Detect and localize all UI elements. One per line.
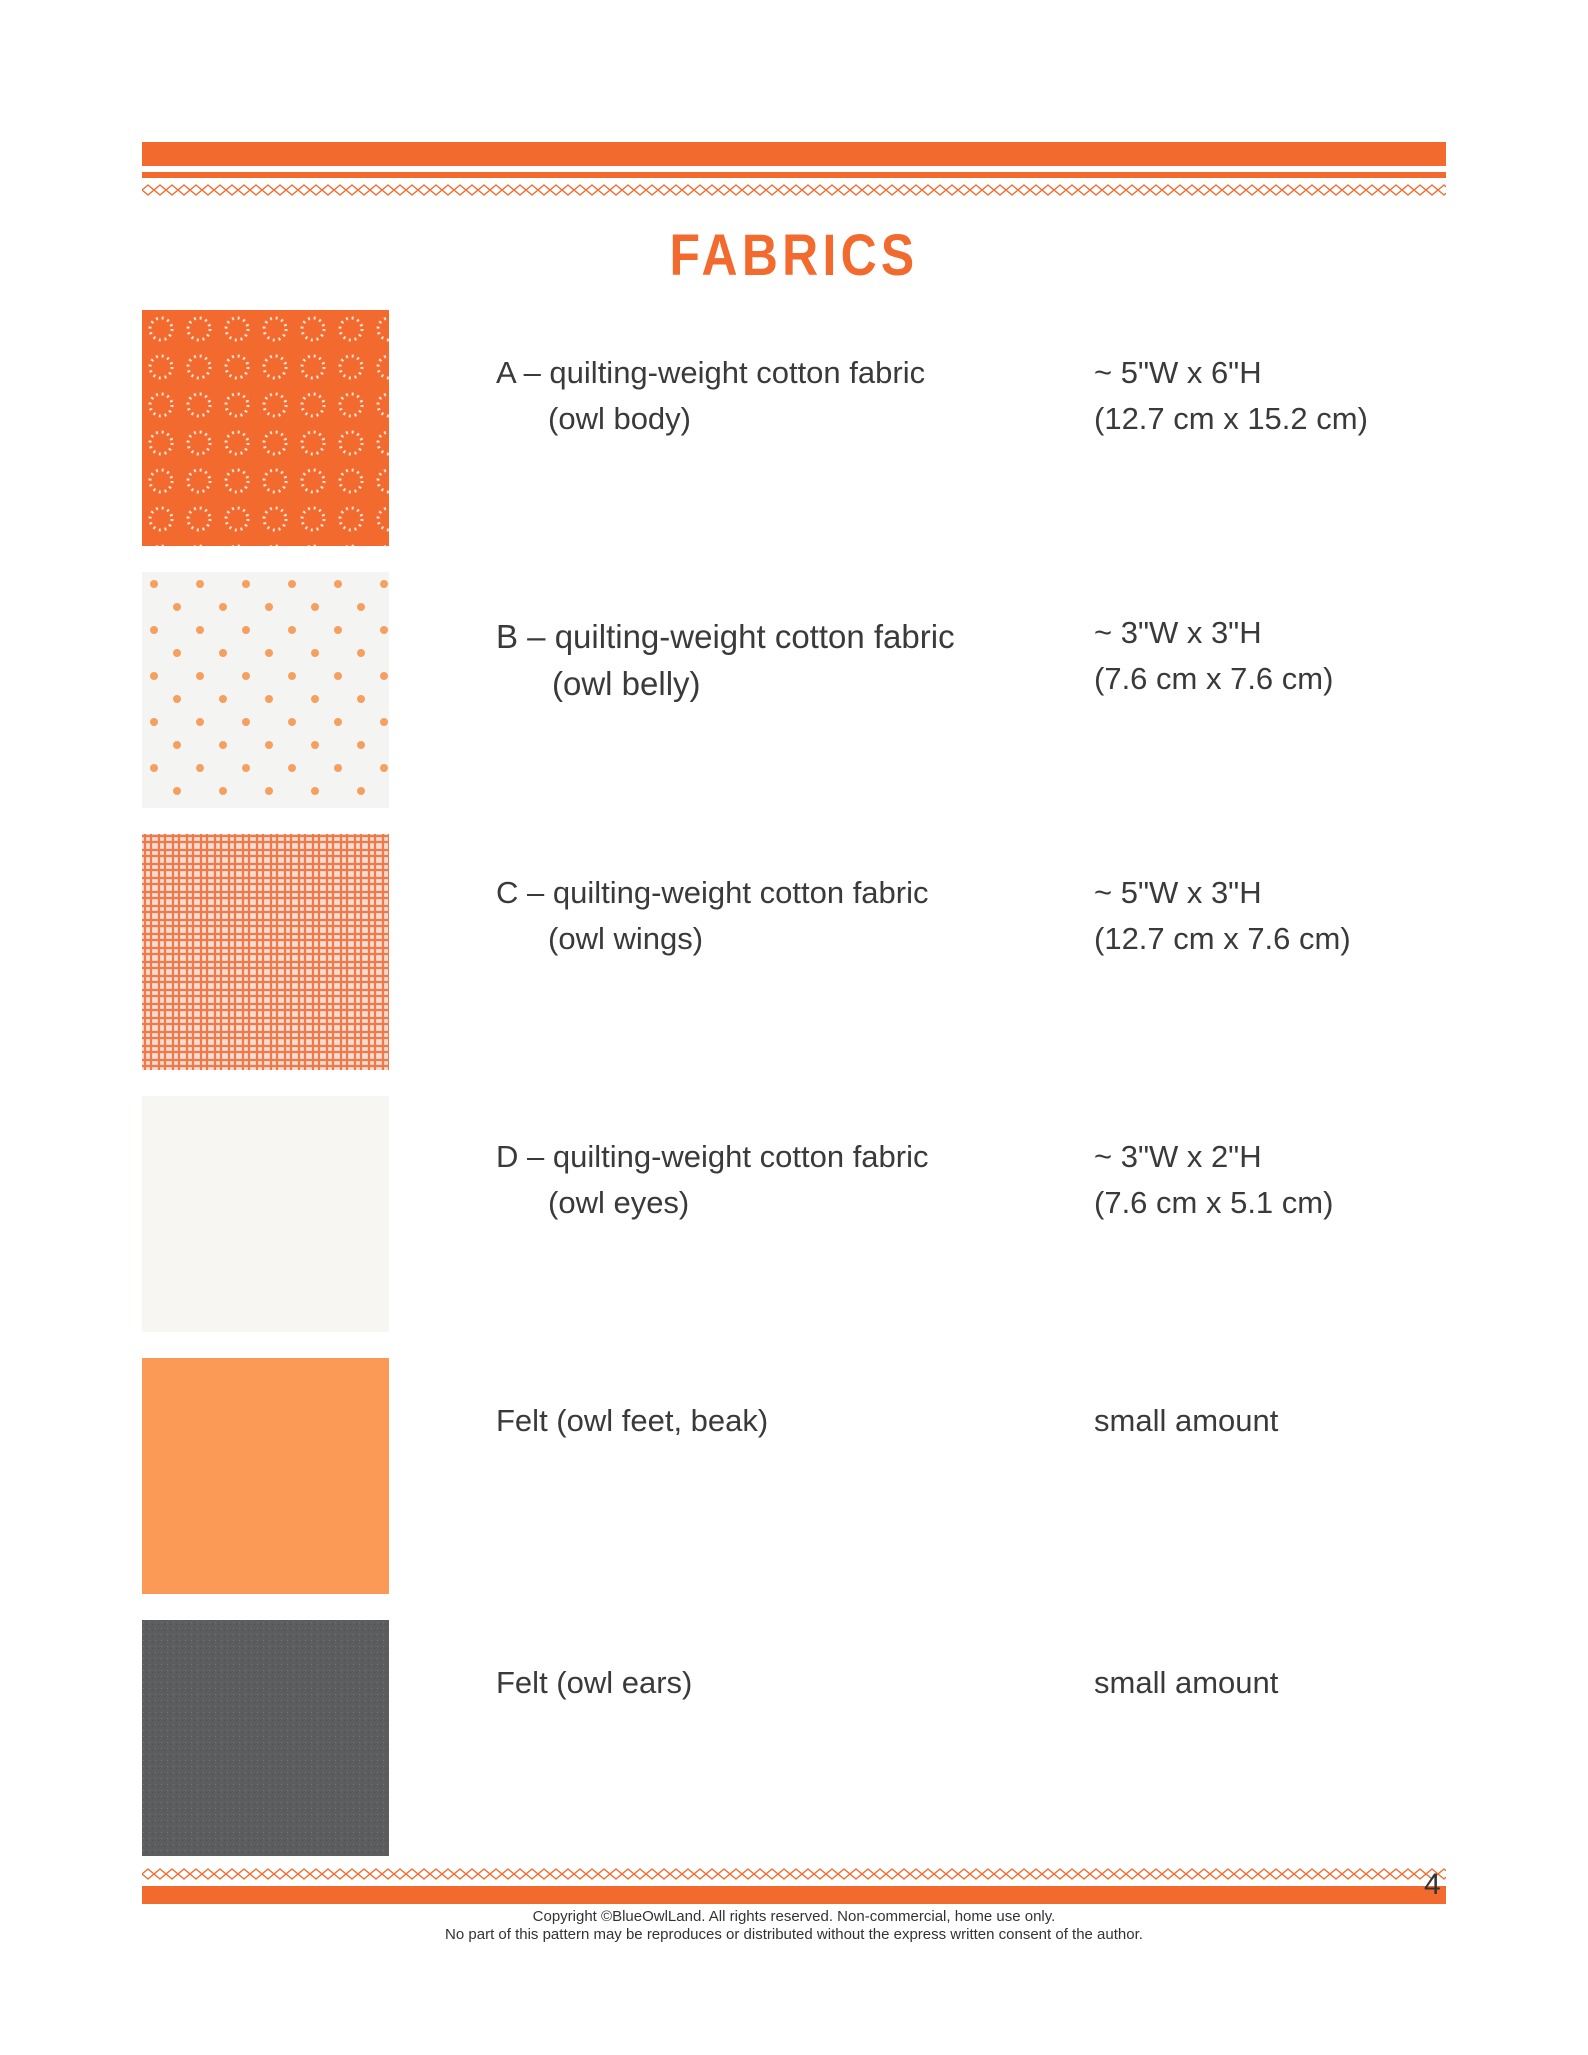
fabric-description bbox=[496, 614, 955, 707]
top-orange-line bbox=[142, 172, 1446, 178]
fabric-use: (owl wings) bbox=[548, 921, 704, 956]
copyright-line-1: Copyright ©BlueOwlLand. All rights reserved. Non-commercial, home use only. bbox=[532, 1908, 1056, 1925]
fabric-swatch-polka-dots bbox=[142, 572, 389, 808]
fabric-swatch-orange-circles bbox=[142, 310, 389, 546]
fabric-description bbox=[496, 1398, 768, 1444]
fabric-swatch-gray-felt bbox=[142, 1620, 389, 1856]
fabric-size bbox=[1094, 610, 1333, 702]
fabric-size bbox=[1094, 350, 1368, 442]
fabric-use: (owl eyes) bbox=[548, 1185, 690, 1220]
fabric-size bbox=[1094, 1660, 1278, 1706]
page-title: FABRICS bbox=[669, 223, 919, 288]
fabric-description bbox=[496, 350, 925, 442]
top-zigzag-border bbox=[142, 184, 1446, 196]
fabric-label: A – quilting-weight cotton fabric bbox=[496, 355, 926, 390]
fabric-use: (owl body) bbox=[548, 401, 691, 436]
fabric-size bbox=[1094, 870, 1351, 962]
page-number: 4 bbox=[1424, 1868, 1441, 1901]
fabric-size-imperial: ~ 5"W x 6"H bbox=[1094, 355, 1262, 390]
fabric-swatch-crosshatch bbox=[142, 834, 389, 1070]
fabric-size bbox=[1094, 1398, 1278, 1444]
fabric-row-orange-felt bbox=[142, 1358, 1446, 1594]
fabric-description bbox=[496, 1660, 692, 1706]
fabric-swatch-orange-felt bbox=[142, 1358, 389, 1594]
fabric-label: Felt (owl feet, beak) bbox=[496, 1403, 769, 1438]
fabric-row-a bbox=[142, 310, 1446, 546]
fabric-row-b bbox=[142, 572, 1446, 808]
fabric-label: C – quilting-weight cotton fabric bbox=[496, 875, 929, 910]
fabric-size-imperial: ~ 3"W x 3"H bbox=[1094, 615, 1262, 650]
fabric-swatch-solid-white bbox=[142, 1096, 389, 1332]
fabric-size-metric: (12.7 cm x 7.6 cm) bbox=[1094, 921, 1351, 956]
fabric-row-d bbox=[142, 1096, 1446, 1332]
fabric-label: D – quilting-weight cotton fabric bbox=[496, 1139, 929, 1174]
copyright-notice bbox=[0, 1908, 1588, 1944]
fabric-description bbox=[496, 1134, 929, 1226]
fabric-size-imperial: ~ 3"W x 2"H bbox=[1094, 1139, 1262, 1174]
fabric-size-metric: (7.6 cm x 5.1 cm) bbox=[1094, 1185, 1334, 1220]
fabric-size-imperial: small amount bbox=[1094, 1665, 1279, 1700]
fabric-size-imperial: small amount bbox=[1094, 1403, 1279, 1438]
fabric-size bbox=[1094, 1134, 1333, 1226]
fabric-size-metric: (7.6 cm x 7.6 cm) bbox=[1094, 661, 1334, 696]
fabric-size-imperial: ~ 5"W x 3"H bbox=[1094, 875, 1262, 910]
fabric-label: B – quilting-weight cotton fabric bbox=[496, 618, 955, 655]
top-orange-band bbox=[142, 142, 1446, 166]
copyright-line-2: No part of this pattern may be reproduces or distributed without the express written consent of the author. bbox=[445, 1926, 1143, 1943]
fabric-use: (owl belly) bbox=[552, 665, 701, 702]
fabric-row-gray-felt bbox=[142, 1620, 1446, 1856]
fabric-label: Felt (owl ears) bbox=[496, 1665, 693, 1700]
bottom-zigzag-border bbox=[142, 1868, 1446, 1880]
fabric-row-c bbox=[142, 834, 1446, 1070]
fabric-description bbox=[496, 870, 929, 962]
bottom-orange-band bbox=[142, 1886, 1446, 1904]
fabric-size-metric: (12.7 cm x 15.2 cm) bbox=[1094, 401, 1368, 436]
